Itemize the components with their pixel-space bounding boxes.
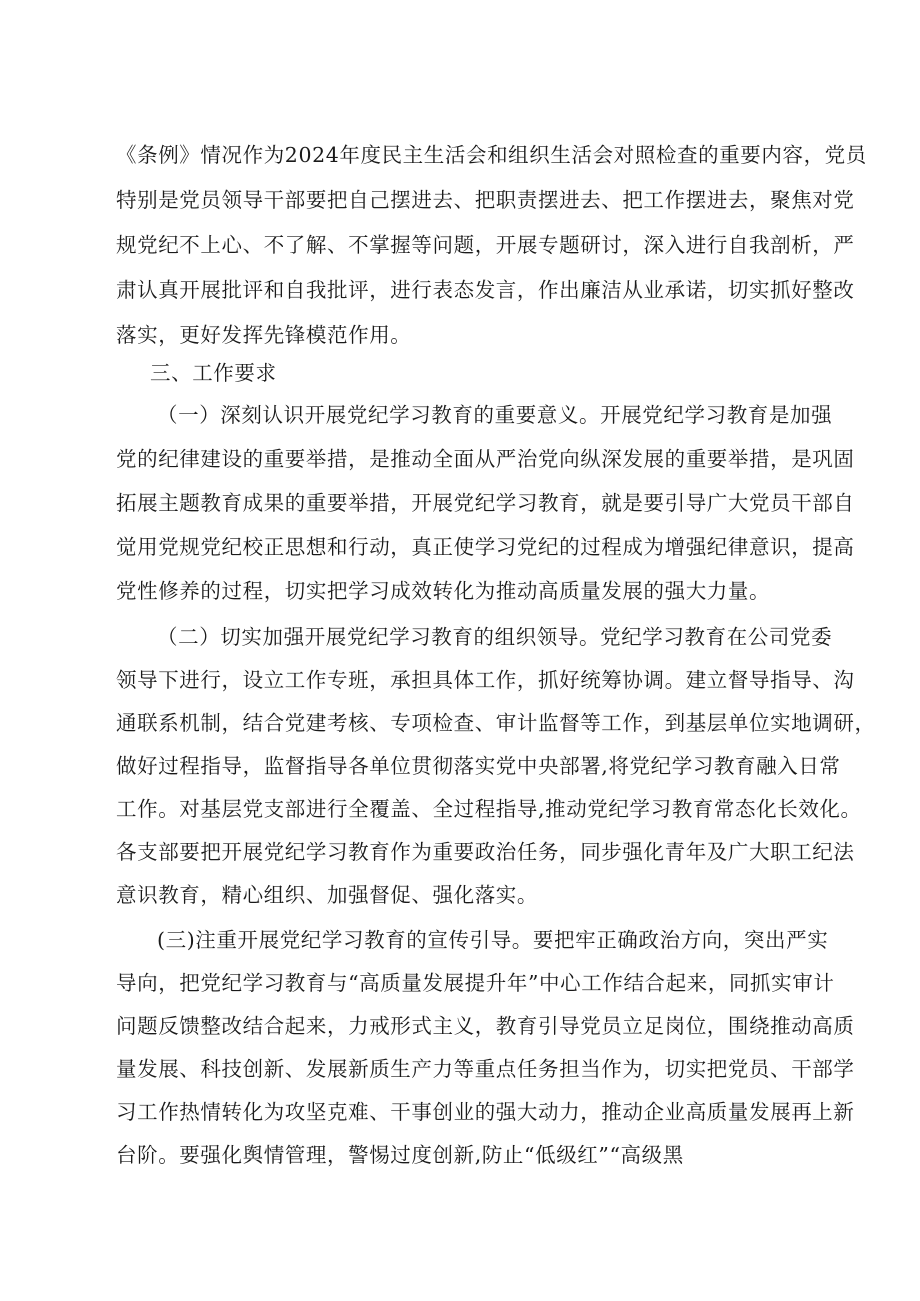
body-line: 通联系机制，结合党建考核、专项检查、审计监督等工作，到基层单位实地调研，	[116, 711, 876, 735]
body-line: 台阶。要强化舆情管理，警惕过度创新,防止“低级红”“高级黑	[116, 1143, 684, 1167]
body-line: 量发展、科技创新、发展新质生产力等重点任务担当作为，切实把党员、干部学	[116, 1057, 855, 1081]
body-line: 拓展主题教育成果的重要举措，开展党纪学习教育，就是要引导广大党员干部自	[116, 491, 855, 515]
body-line: 肃认真开展批评和自我批评，进行表态发言，作出廉洁从业承诺，切实抓好整改	[116, 278, 855, 302]
body-line: 特别是党员领导干部要把自己摆进去、把职责摆进去、把工作摆进去，聚焦对党	[116, 188, 855, 212]
body-line: 党的纪律建设的重要举措，是推动全面从严治党向纵深发展的重要举措，是巩固	[116, 447, 855, 471]
paragraph-heading-line: (三)注重开展党纪学习教育的宣传引导。要把牢正确政治方向，突出严实	[157, 928, 829, 952]
paragraph-heading-line: （一）深刻认识开展党纪学习教育的重要意义。开展党纪学习教育是加强	[157, 403, 833, 427]
body-line: 各支部要把开展党纪学习教育作为重要政治任务，同步强化青年及广大职工纪法	[116, 840, 855, 864]
body-line: 意识教育，精心组织、加强督促、强化落实。	[116, 883, 538, 907]
paragraph-heading-line: （二）切实加强开展党纪学习教育的组织领导。党纪学习教育在公司党委	[157, 625, 833, 649]
section-heading: 三、工作要求	[150, 361, 277, 385]
body-line: 领导下进行，设立工作专班，承担具体工作，抓好统筹协调。建立督导指导、沟	[116, 668, 855, 692]
body-line: 做好过程指导，监督指导各单位贯彻落实党中央部署,将党纪学习教育融入日常	[116, 754, 841, 778]
body-line: 导向，把党纪学习教育与“高质量发展提升年”中心工作结合起来，同抓实审计	[116, 971, 835, 995]
body-line: 规党纪不上心、不了解、不掌握等问题，开展专题研讨，深入进行自我剖析，严	[116, 233, 855, 257]
body-line: 觉用党规党纪校正思想和行动，真正使学习党纪的过程成为增强纪律意识，提高	[116, 535, 855, 559]
body-line: 党性修养的过程，切实把学习成效转化为推动高质量发展的强大力量。	[116, 579, 771, 603]
body-line: 落实，更好发挥先锋模范作用。	[116, 323, 412, 347]
body-line: 《条例》情况作为2024年度民主生活会和组织生活会对照检查的重要内容，党员	[116, 143, 867, 167]
body-line: 工作。对基层党支部进行全覆盖、全过程指导,推动党纪学习教育常态化长效化。	[116, 797, 862, 821]
body-line: 习工作热情转化为攻坚克难、干事创业的强大动力，推动企业高质量发展再上新	[116, 1100, 855, 1124]
body-line: 问题反馈整改结合起来，力戒形式主义，教育引导党员立足岗位，围绕推动高质	[116, 1014, 855, 1038]
